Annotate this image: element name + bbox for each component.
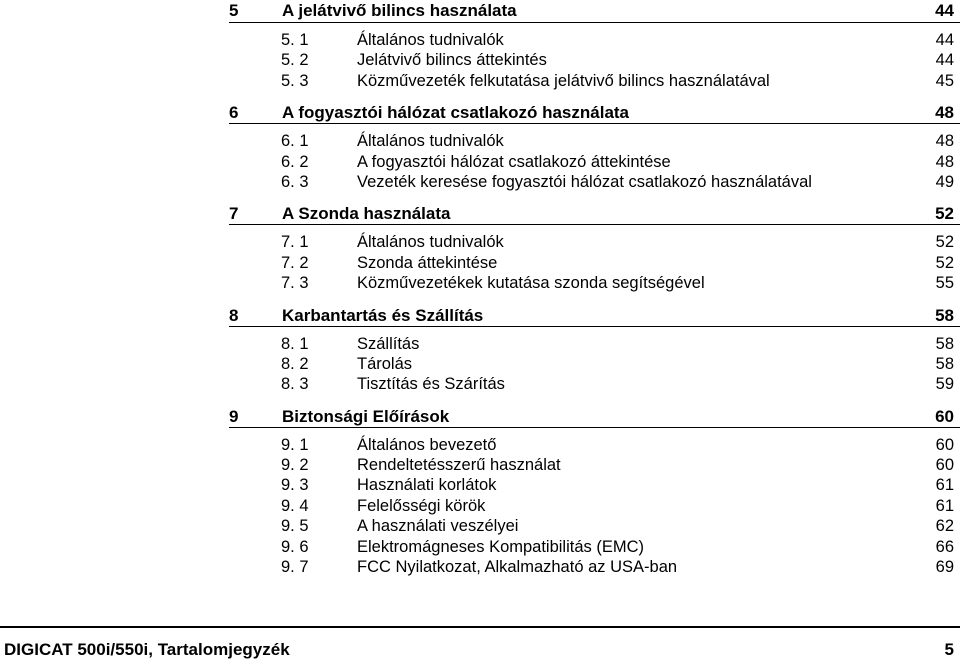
section-heading[interactable] xyxy=(229,102,960,124)
section-heading[interactable] xyxy=(229,305,960,327)
subsection-page: 61 xyxy=(935,476,954,495)
subsection-entry[interactable] xyxy=(0,475,960,495)
subsection-number: 6. 3 xyxy=(281,172,309,191)
section-page: 52 xyxy=(935,204,954,224)
subsection-number: 9. 2 xyxy=(281,456,309,475)
section-page: 44 xyxy=(935,1,954,20)
subsection-title: Jelátvivő bilincs áttekintés xyxy=(357,51,547,70)
subsection-page: 48 xyxy=(935,152,954,171)
toc-section xyxy=(0,406,960,578)
subsection-page: 44 xyxy=(935,31,954,49)
subsection-entry[interactable] xyxy=(0,516,960,536)
subsection-entry[interactable] xyxy=(0,172,960,192)
subsection-title: Általános bevezető xyxy=(357,435,497,454)
subsection-title: Szállítás xyxy=(357,334,420,353)
subsection-title: A fogyasztói hálózat csatlakozó áttekintése xyxy=(357,152,671,171)
subsection-list xyxy=(0,225,960,304)
section-heading[interactable] xyxy=(229,406,960,428)
subsection-title: A használati veszélyei xyxy=(357,517,519,536)
subsection-page: 61 xyxy=(935,496,954,515)
subsection-page: 49 xyxy=(935,172,954,191)
subsection-number: 9. 6 xyxy=(281,537,309,556)
section-number: 7 xyxy=(229,204,239,224)
section-title: A Szonda használata xyxy=(282,204,451,224)
subsection-entry[interactable] xyxy=(0,354,960,374)
subsection-entry[interactable] xyxy=(0,71,960,91)
subsection-entry[interactable] xyxy=(0,131,960,151)
subsection-number: 9. 7 xyxy=(281,558,309,577)
subsection-page: 52 xyxy=(935,253,954,272)
subsection-entry[interactable] xyxy=(0,435,960,455)
subsection-entry[interactable] xyxy=(0,455,960,475)
subsection-title: Rendeltetésszerű használat xyxy=(357,456,561,475)
footer-page-number: 5 xyxy=(944,640,954,659)
subsection-entry[interactable] xyxy=(0,334,960,354)
section-number: 6 xyxy=(229,103,239,123)
subsection-entry[interactable] xyxy=(0,374,960,394)
subsection-page: 44 xyxy=(935,51,954,70)
subsection-number: 9. 1 xyxy=(281,435,309,454)
toc-section xyxy=(0,305,960,406)
section-title: A fogyasztói hálózat csatlakozó használata xyxy=(282,103,630,123)
subsection-number: 6. 1 xyxy=(281,132,309,151)
subsection-page: 52 xyxy=(935,233,954,252)
subsection-list xyxy=(0,327,960,406)
subsection-title: Általános tudnivalók xyxy=(357,31,504,49)
subsection-entry[interactable] xyxy=(0,496,960,516)
section-number: 9 xyxy=(229,406,239,426)
footer-document-title: DIGICAT 500i/550i, Tartalomjegyzék xyxy=(4,640,290,659)
toc-section xyxy=(0,0,960,102)
subsection-title: Vezeték keresése fogyasztói hálózat csatlakozó használatával xyxy=(357,172,812,191)
section-title: Karbantartás és Szállítás xyxy=(282,305,484,325)
subsection-page: 45 xyxy=(935,71,954,90)
subsection-title: Elektromágneses Kompatibilitás (EMC) xyxy=(357,537,645,556)
subsection-entry[interactable] xyxy=(0,557,960,577)
section-page: 48 xyxy=(935,103,954,123)
section-number: 5 xyxy=(229,1,239,20)
subsection-page: 69 xyxy=(935,558,954,577)
subsection-title: Általános tudnivalók xyxy=(357,233,504,252)
subsection-page: 60 xyxy=(935,435,954,454)
subsection-list xyxy=(0,428,960,578)
subsection-number: 9. 5 xyxy=(281,517,309,536)
subsection-title: Általános tudnivalók xyxy=(357,132,504,151)
subsection-number: 8. 1 xyxy=(281,334,309,353)
subsection-entry[interactable] xyxy=(0,273,960,293)
subsection-title: FCC Nyilatkozat, Alkalmazható az USA-ban xyxy=(357,558,678,577)
subsection-page: 58 xyxy=(935,354,954,373)
subsection-list xyxy=(0,23,960,102)
subsection-page: 66 xyxy=(935,537,954,556)
subsection-number: 5. 2 xyxy=(281,51,309,70)
subsection-page: 60 xyxy=(935,456,954,475)
toc-section xyxy=(0,203,960,304)
subsection-page: 55 xyxy=(935,274,954,293)
section-number: 8 xyxy=(229,305,239,325)
subsection-list xyxy=(0,124,960,203)
section-heading[interactable] xyxy=(229,203,960,225)
subsection-number: 6. 2 xyxy=(281,152,309,171)
subsection-entry[interactable] xyxy=(0,537,960,557)
subsection-title: Közművezetékek kutatása szonda segítségével xyxy=(357,274,705,293)
section-heading[interactable] xyxy=(229,0,960,23)
subsection-number: 7. 3 xyxy=(281,274,309,293)
section-page: 58 xyxy=(935,305,954,325)
subsection-number: 7. 1 xyxy=(281,233,309,252)
subsection-entry[interactable] xyxy=(0,152,960,172)
section-title: Biztonsági Előírások xyxy=(282,406,450,426)
subsection-title: Szonda áttekintése xyxy=(357,253,498,272)
subsection-title: Használati korlátok xyxy=(357,476,497,495)
subsection-title: Közművezeték felkutatása jelátvivő bilincs használatával xyxy=(357,71,770,90)
subsection-title: Tisztítás és Szárítás xyxy=(357,375,505,394)
subsection-number: 5. 3 xyxy=(281,71,309,90)
subsection-entry[interactable] xyxy=(0,30,960,50)
subsection-page: 58 xyxy=(935,334,954,353)
subsection-title: Felelősségi körök xyxy=(357,496,486,515)
subsection-number: 8. 2 xyxy=(281,354,309,373)
subsection-number: 8. 3 xyxy=(281,375,309,394)
subsection-entry[interactable] xyxy=(0,253,960,273)
subsection-entry[interactable] xyxy=(0,50,960,70)
subsection-number: 5. 1 xyxy=(281,31,309,49)
subsection-number: 9. 3 xyxy=(281,476,309,495)
page-footer xyxy=(0,626,960,663)
subsection-number: 9. 4 xyxy=(281,496,309,515)
subsection-page: 62 xyxy=(935,517,954,536)
subsection-number: 7. 2 xyxy=(281,253,309,272)
section-page: 60 xyxy=(935,406,954,426)
toc-section xyxy=(0,102,960,203)
subsection-page: 48 xyxy=(935,132,954,151)
subsection-entry[interactable] xyxy=(0,232,960,252)
subsection-page: 59 xyxy=(935,375,954,394)
section-title: A jelátvivő bilincs használata xyxy=(282,1,517,20)
subsection-title: Tárolás xyxy=(357,354,413,373)
